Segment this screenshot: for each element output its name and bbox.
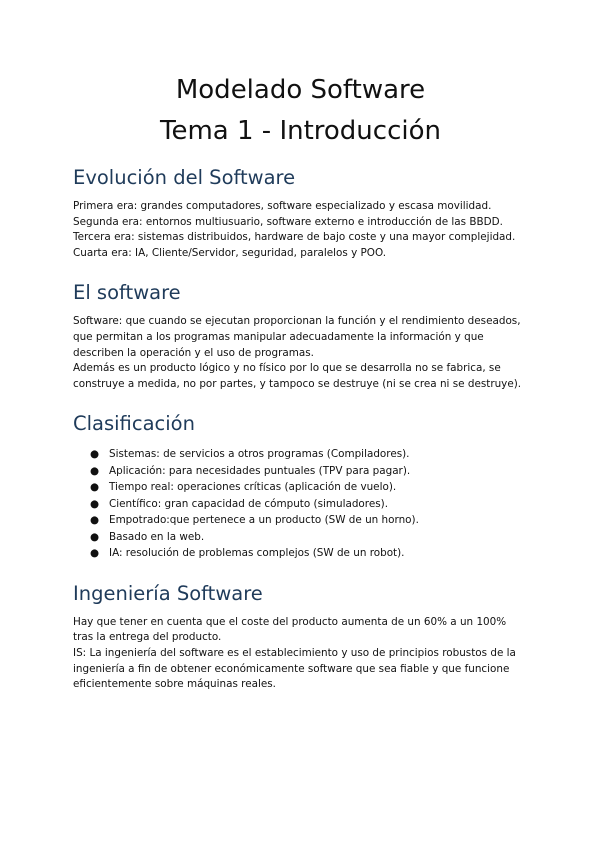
bullet-icon: ●: [90, 547, 100, 560]
list-item-text: Basado en la web.: [109, 530, 205, 543]
list-item-text: Aplicación: para necesidades puntuales (TPV para pagar).: [109, 464, 411, 477]
section-heading: Clasificación: [73, 412, 195, 436]
section-body: [73, 199, 528, 261]
paragraph: Tercera era: sistemas distribuidos, hardware de bajo coste y una mayor complejidad.: [73, 231, 516, 244]
list-item-text: Sistemas: de servicios a otros programas (Compiladores).: [109, 448, 410, 461]
paragraph: Cuarta era: IA, Cliente/Servidor, seguridad, paralelos y POO.: [73, 246, 387, 259]
paragraph: Software: que cuando se ejecutan proporcionan la función y el rendimiento deseados, que permitan a los programas manipular adecuadamente la información y que describen la operación y el uso de programas.: [73, 315, 521, 359]
list-item: [73, 545, 528, 562]
bullet-icon: ●: [90, 448, 100, 461]
list-item: [73, 446, 528, 463]
section-body: [73, 615, 528, 693]
section-evolucion: [73, 165, 528, 261]
section-heading: Evolución del Software: [73, 166, 296, 189]
document-title: [73, 72, 528, 149]
list-item-text: Tiempo real: operaciones críticas (aplicación de vuelo).: [109, 481, 397, 494]
list-item-text: Científico: gran capacidad de cómputo (simuladores).: [109, 497, 388, 510]
list-item: [73, 496, 528, 513]
bullet-icon: ●: [90, 514, 100, 527]
bullet-icon: ●: [90, 497, 100, 510]
paragraph: Segunda era: entornos multiusuario, software externo e introducción de las BBDD.: [73, 215, 503, 228]
list-item-text: Empotrado:que pertenece a un producto (SW de un horno).: [109, 514, 419, 527]
paragraph: Hay que tener en cuenta que el coste del producto aumenta de un 60% a un 100% tras la entrega del producto.: [73, 615, 507, 644]
paragraph: Primera era: grandes computadores, software especializado y escasa movilidad.: [73, 200, 492, 212]
section-el-software: [73, 280, 528, 392]
section-body: [73, 314, 528, 392]
list-item: [73, 512, 528, 529]
list-item: [73, 479, 528, 496]
paragraph: IS: La ingeniería del software es el establecimiento y uso de principios robustos de la ingeniería a fin de obtener económicamente software que sea fiable y que funcione eficientemente sobre máquinas reales.: [73, 647, 516, 691]
list-item: [73, 529, 528, 546]
section-heading: El software: [73, 281, 181, 305]
title-line-2: Tema 1 - Introducción: [160, 116, 441, 146]
list-item: [73, 463, 528, 480]
bullet-icon: ●: [90, 481, 100, 494]
section-clasificacion: [73, 411, 528, 562]
section-ingenieria-software: [73, 581, 528, 693]
paragraph: Además es un producto lógico y no físico por lo que se desarrolla no se fabrica, se construye a medida, no por partes, y tampoco se destruye (ni se crea ni se destruye).: [73, 362, 522, 390]
title-line-1: Modelado Software: [175, 75, 426, 105]
bullet-icon: ●: [90, 464, 100, 477]
bullet-list: [73, 446, 528, 562]
list-item-text: IA: resolución de problemas complejos (SW de un robot).: [109, 547, 405, 560]
section-heading: Ingeniería Software: [73, 581, 263, 605]
bullet-icon: ●: [90, 530, 100, 543]
